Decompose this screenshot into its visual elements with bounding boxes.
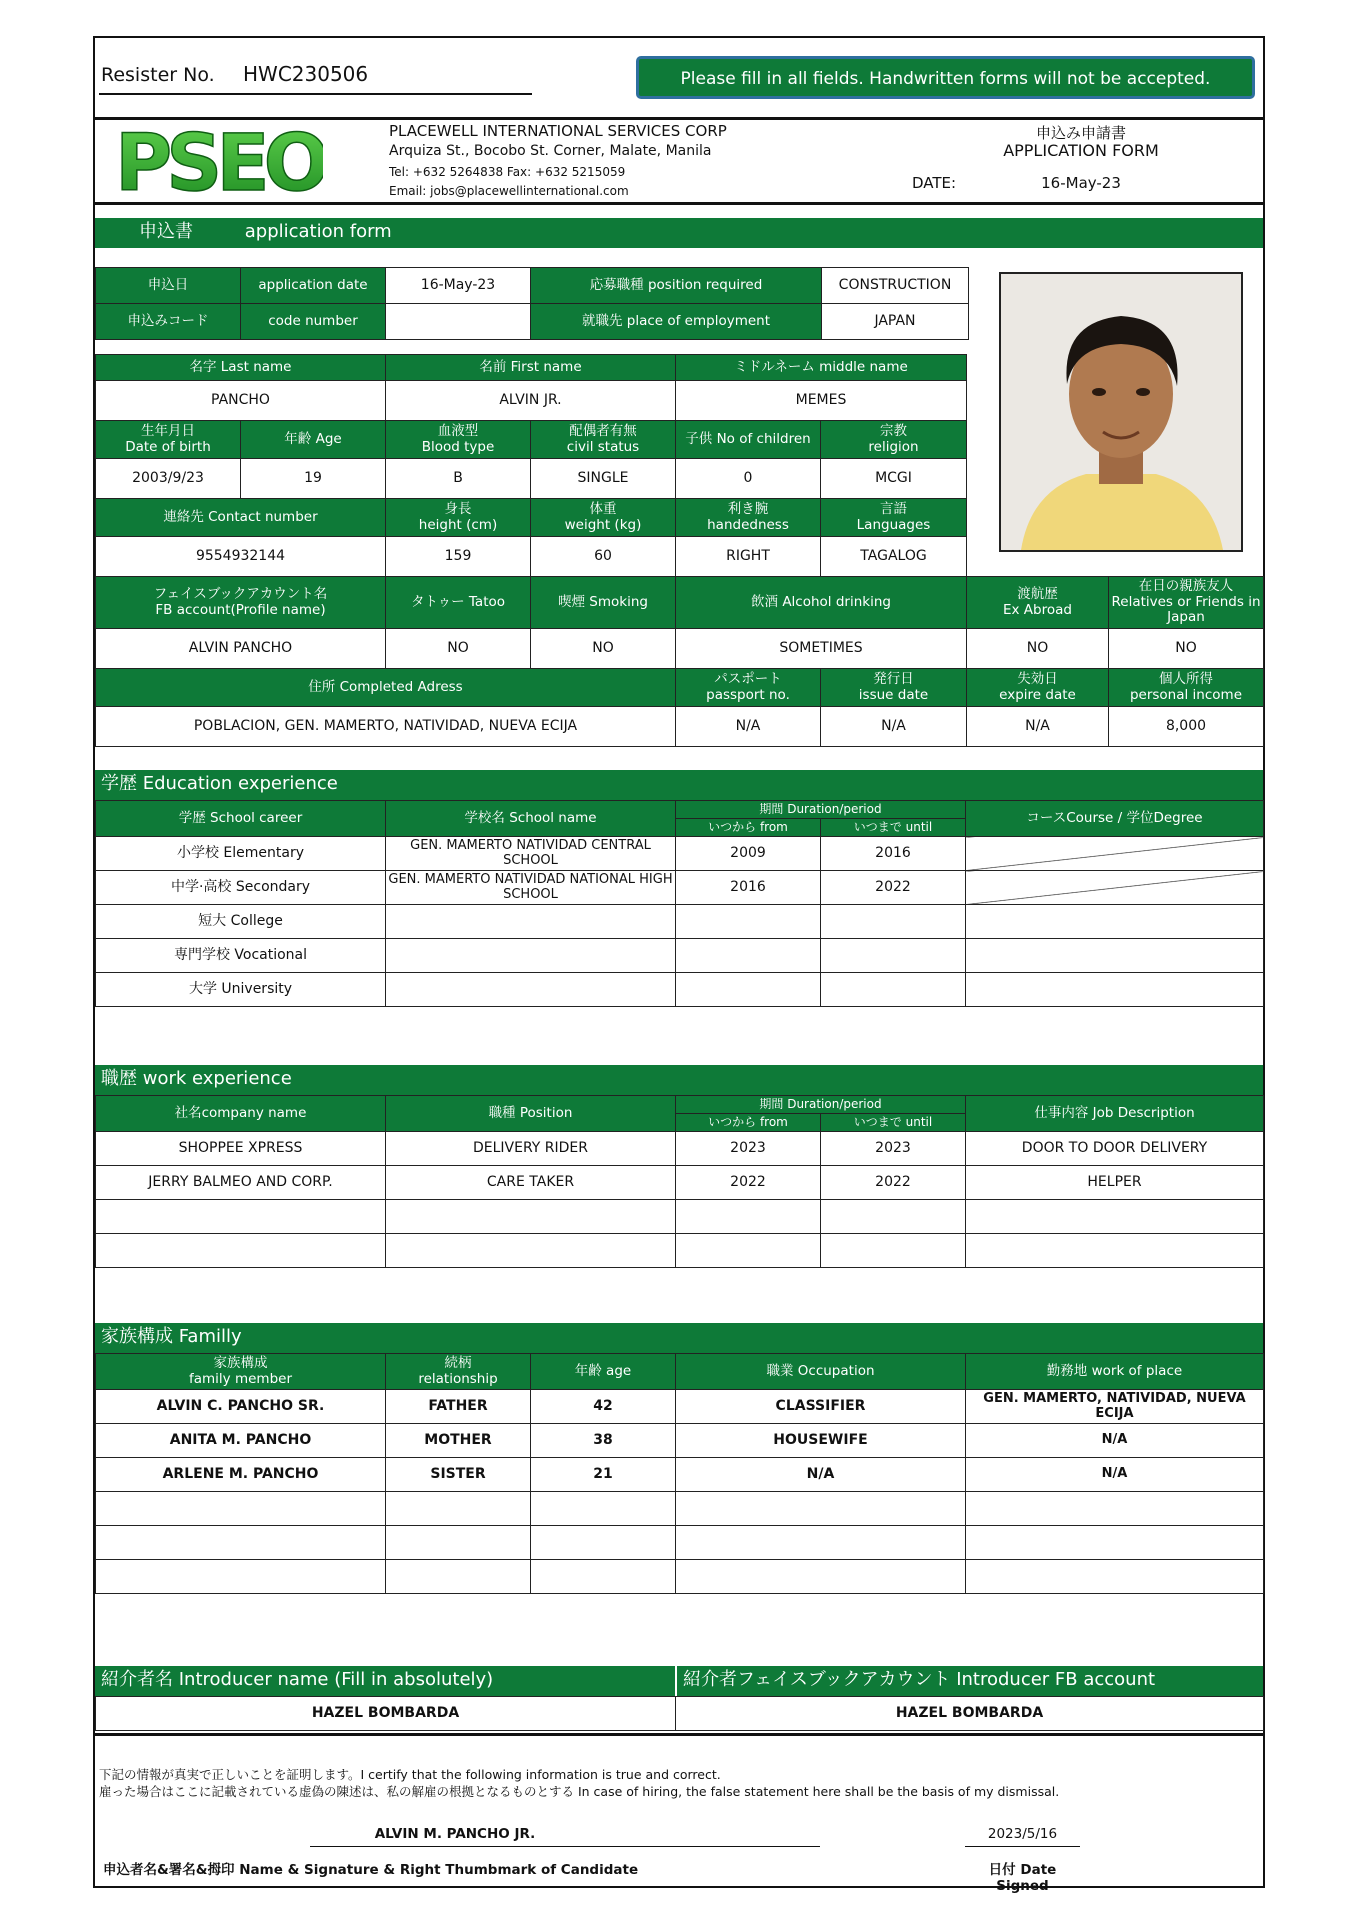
- education-level: 小学校 Elementary: [96, 837, 386, 871]
- hand-value: RIGHT: [676, 537, 821, 577]
- register-label: Resister No.: [101, 64, 215, 86]
- edu-until-label: いつまで until: [821, 819, 966, 837]
- family-occupation: [676, 1526, 966, 1560]
- work-job: DOOR TO DOOR DELIVERY: [966, 1132, 1264, 1166]
- education-until: [821, 905, 966, 939]
- work-row: [96, 1132, 1264, 1166]
- expire-jp: 失効日: [1017, 670, 1058, 687]
- edu-career-label: 学歴 School career: [96, 801, 386, 837]
- abroad-label: [967, 577, 1109, 629]
- education-until: [821, 973, 966, 1007]
- address-label: 住所 Completed Adress: [96, 669, 676, 707]
- work-row: [96, 1200, 1264, 1234]
- introducer-table: [95, 1696, 1264, 1731]
- introducer-fb: HAZEL BOMBARDA: [676, 1697, 1264, 1731]
- form-title-jp: 申込み申請書: [1035, 124, 1126, 142]
- family-workplace-label: 勤務地 work of place: [966, 1354, 1264, 1390]
- relatives-label: [1109, 577, 1264, 629]
- religion-value: MCGI: [821, 459, 967, 499]
- family-row: [96, 1560, 1264, 1594]
- education-course: [966, 973, 1264, 1007]
- family-workplace: GEN. MAMERTO, NATIVIDAD, NUEVA ECIJA: [966, 1390, 1264, 1424]
- smoking-label: 喫煙 Smoking: [531, 577, 676, 629]
- family-age: [531, 1526, 676, 1560]
- signature-line: [310, 1846, 820, 1847]
- relatives-en: Relatives or Friends in Japan: [1111, 593, 1261, 626]
- photo-spacer: [967, 355, 1264, 577]
- abroad-en: Ex Abroad: [1003, 601, 1072, 618]
- education-row: [96, 837, 1264, 871]
- family-age-label: 年齢 age: [531, 1354, 676, 1390]
- work-company-label: 社名company name: [96, 1096, 386, 1132]
- section-family: 家族構成 Familly: [95, 1323, 1263, 1353]
- work-position: CARE TAKER: [386, 1166, 676, 1200]
- education-school: GEN. MAMERTO NATIVIDAD NATIONAL HIGH SCHOOL: [386, 871, 676, 905]
- first-name: ALVIN JR.: [386, 381, 676, 421]
- place-label: 就職先 place of employment: [531, 304, 822, 340]
- fb-jp: フェイスブックアカウント名: [153, 585, 328, 602]
- form-title-en: APPLICATION FORM: [1003, 141, 1159, 160]
- issue-value: N/A: [821, 707, 967, 747]
- family-member-jp: 家族構成: [213, 1354, 268, 1371]
- income-value: 8,000: [1109, 707, 1264, 747]
- work-company: [96, 1234, 386, 1268]
- family-occupation: CLASSIFIER: [676, 1390, 966, 1424]
- education-until: 2022: [821, 871, 966, 905]
- family-occupation: [676, 1492, 966, 1526]
- family-workplace: [966, 1492, 1264, 1526]
- logo-graphic: [113, 120, 323, 202]
- work-row: [96, 1166, 1264, 1200]
- certification-line-2: 雇った場合はここに記載されている虚偽の陳述は、私の解雇の根拠となるものとする In case of hiring, the false statement here shall be the basis of my dismissal.: [99, 1784, 1060, 1799]
- section-application-jp: 申込書: [139, 221, 193, 242]
- fb-en: FB account(Profile name): [155, 601, 326, 618]
- introducer-name: HAZEL BOMBARDA: [96, 1697, 676, 1731]
- weight-jp: 体重: [589, 500, 617, 517]
- position-label: 応募職種 position required: [531, 268, 822, 304]
- relatives-jp: 在日の親族友人: [1138, 578, 1234, 595]
- dob-label: [96, 421, 241, 459]
- abroad-jp: 渡航歴: [1017, 585, 1058, 602]
- company-logo: [113, 120, 323, 202]
- family-row: [96, 1390, 1264, 1424]
- passport-label: [676, 669, 821, 707]
- family-member-label: [96, 1354, 386, 1390]
- education-course: [966, 871, 1264, 905]
- family-occupation-label: 職業 Occupation: [676, 1354, 966, 1390]
- notice-banner: Please fill in all fields. Handwritten forms will not be accepted.: [636, 56, 1255, 99]
- edu-from-label: いつから from: [676, 819, 821, 837]
- middle-name-label: ミドルネーム middle name: [676, 355, 967, 381]
- education-row: [96, 905, 1264, 939]
- education-course: [966, 905, 1264, 939]
- divider: [95, 1733, 1263, 1736]
- date-signed: 2023/5/16: [987, 1826, 1058, 1842]
- section-work: 職歴 work experience: [95, 1065, 1263, 1095]
- education-from: [676, 939, 821, 973]
- age-label: 年齢 Age: [241, 421, 386, 459]
- svg-text:PSEO: PSEO: [115, 120, 323, 202]
- section-education: 学歴 Education experience: [95, 770, 1263, 800]
- issue-label: [821, 669, 967, 707]
- religion-jp: 宗教: [880, 422, 907, 439]
- education-from: [676, 973, 821, 1007]
- weight-value: 60: [531, 537, 676, 577]
- family-row: [96, 1458, 1264, 1492]
- family-rel-en: relationship: [418, 1370, 498, 1387]
- expire-value: N/A: [967, 707, 1109, 747]
- candidate-name: ALVIN M. PANCHO JR.: [374, 1826, 536, 1842]
- passport-jp: パスポート: [714, 670, 782, 687]
- family-workplace: [966, 1526, 1264, 1560]
- education-school: [386, 905, 676, 939]
- place-value: JAPAN: [822, 304, 969, 340]
- family-relationship: MOTHER: [386, 1424, 531, 1458]
- family-row: [96, 1424, 1264, 1458]
- family-name: [96, 1526, 386, 1560]
- family-relationship: SISTER: [386, 1458, 531, 1492]
- lang-en: Languages: [856, 516, 931, 533]
- height-en: height (cm): [418, 516, 498, 533]
- address-value: POBLACION, GEN. MAMERTO, NATIVIDAD, NUEVA ECIJA: [96, 707, 676, 747]
- tattoo-label: タトゥー Tatoo: [386, 577, 531, 629]
- code-en: code number: [241, 304, 386, 340]
- education-level: 中学·高校 Secondary: [96, 871, 386, 905]
- education-school: GEN. MAMERTO NATIVIDAD CENTRAL SCHOOL: [386, 837, 676, 871]
- app-date-jp: 申込日: [96, 268, 241, 304]
- family-relationship: [386, 1526, 531, 1560]
- lang-value: TAGALOG: [821, 537, 967, 577]
- blood-jp: 血液型: [437, 422, 479, 439]
- children-label: 子供 No of children: [676, 421, 821, 459]
- dob-en: Date of birth: [125, 438, 211, 455]
- work-job-label: 仕事内容 Job Description: [966, 1096, 1264, 1132]
- education-until: 2016: [821, 837, 966, 871]
- family-occupation: N/A: [676, 1458, 966, 1492]
- abroad-value: NO: [967, 629, 1109, 669]
- certification-line-1: 下記の情報が真実で正しいことを証明します。I certify that the following information is true and correct.: [99, 1767, 721, 1782]
- contact-value: 9554932144: [96, 537, 386, 577]
- expire-label: [967, 669, 1109, 707]
- company-tel: Tel: +632 5264838 Fax: +632 5215059: [389, 165, 626, 179]
- work-job: [966, 1200, 1264, 1234]
- work-duration-label: 期間 Duration/period: [676, 1096, 966, 1114]
- work-position: [386, 1234, 676, 1268]
- family-age: [531, 1560, 676, 1594]
- date-label: DATE:: [912, 174, 957, 192]
- relatives-value: NO: [1109, 629, 1264, 669]
- civil-label: [531, 421, 676, 459]
- lang-label: [821, 499, 967, 537]
- application-form: [93, 36, 1265, 1894]
- civil-value: SINGLE: [531, 459, 676, 499]
- income-jp: 個人所得: [1159, 670, 1213, 687]
- education-until: [821, 939, 966, 973]
- last-name: PANCHO: [96, 381, 386, 421]
- header-date: 16-May-23: [1041, 174, 1121, 192]
- blood-en: Blood type: [421, 438, 495, 455]
- family-workplace: N/A: [966, 1424, 1264, 1458]
- work-position: DELIVERY RIDER: [386, 1132, 676, 1166]
- education-from: 2016: [676, 871, 821, 905]
- dob-value: 2003/9/23: [96, 459, 241, 499]
- work-position-label: 職種 Position: [386, 1096, 676, 1132]
- family-age: 38: [531, 1424, 676, 1458]
- work-from: 2023: [676, 1132, 821, 1166]
- family-rel-label: [386, 1354, 531, 1390]
- blood-value: B: [386, 459, 531, 499]
- signature-label: 申込者名&署名&拇印 Name & Signature & Right Thumbmark of Candidate: [103, 1862, 639, 1878]
- work-from: [676, 1234, 821, 1268]
- introducer-name-label: 紹介者名 Introducer name (Fill in absolutely): [95, 1666, 675, 1696]
- family-name: ANITA M. PANCHO: [96, 1424, 386, 1458]
- education-course: [966, 837, 1264, 871]
- hand-label: [676, 499, 821, 537]
- issue-en: issue date: [858, 686, 929, 703]
- alcohol-label: 飲酒 Alcohol drinking: [676, 577, 967, 629]
- company-email: Email: jobs@placewellinternational.com: [389, 184, 629, 198]
- family-table: [95, 1353, 1264, 1594]
- age-value: 19: [241, 459, 386, 499]
- register-underline: [99, 93, 532, 95]
- passport-value: N/A: [676, 707, 821, 747]
- lang-jp: 言語: [880, 500, 907, 517]
- family-age: 21: [531, 1458, 676, 1492]
- family-name: ALVIN C. PANCHO SR.: [96, 1390, 386, 1424]
- family-age: [531, 1492, 676, 1526]
- work-table: [95, 1095, 1264, 1268]
- family-workplace: [966, 1560, 1264, 1594]
- family-occupation: [676, 1560, 966, 1594]
- family-age: 42: [531, 1390, 676, 1424]
- issue-jp: 発行日: [873, 670, 914, 687]
- middle-name: MEMES: [676, 381, 967, 421]
- family-relationship: [386, 1560, 531, 1594]
- app-date-en: application date: [241, 268, 386, 304]
- weight-en: weight (kg): [564, 516, 642, 533]
- height-label: [386, 499, 531, 537]
- family-row: [96, 1526, 1264, 1560]
- edu-course-label: コースCourse / 学位Degree: [966, 801, 1264, 837]
- work-from-label: いつから from: [676, 1114, 821, 1132]
- education-from: 2009: [676, 837, 821, 871]
- education-from: [676, 905, 821, 939]
- income-en: personal income: [1129, 686, 1243, 703]
- education-row: [96, 939, 1264, 973]
- education-school: [386, 973, 676, 1007]
- edu-school-label: 学校名 School name: [386, 801, 676, 837]
- dob-jp: 生年月日: [141, 422, 195, 439]
- personal-table: [95, 354, 1264, 747]
- code-jp: 申込みコード: [96, 304, 241, 340]
- last-name-label: 名字 Last name: [96, 355, 386, 381]
- family-row: [96, 1492, 1264, 1526]
- company-address: Arquiza St., Bocobo St. Corner, Malate, Manila: [389, 143, 712, 159]
- work-from: [676, 1200, 821, 1234]
- family-name: ARLENE M. PANCHO: [96, 1458, 386, 1492]
- religion-en: religion: [868, 438, 919, 455]
- register-number: HWC230506: [243, 62, 369, 86]
- education-table: [95, 800, 1264, 1007]
- application-table: [95, 267, 969, 340]
- height-jp: 身長: [444, 500, 472, 517]
- education-row: [96, 973, 1264, 1007]
- app-date-value: 16-May-23: [386, 268, 531, 304]
- work-until: 2022: [821, 1166, 966, 1200]
- work-company: SHOPPEE XPRESS: [96, 1132, 386, 1166]
- hand-jp: 利き腕: [727, 500, 769, 517]
- section-application: [95, 218, 1263, 248]
- smoking-value: NO: [531, 629, 676, 669]
- education-level: 短大 College: [96, 905, 386, 939]
- family-name: [96, 1560, 386, 1594]
- family-member-en: family member: [189, 1370, 292, 1387]
- family-name: [96, 1492, 386, 1526]
- religion-label: [821, 421, 967, 459]
- hand-en: handedness: [707, 516, 789, 533]
- work-until: 2023: [821, 1132, 966, 1166]
- work-row: [96, 1234, 1264, 1268]
- position-value: CONSTRUCTION: [822, 268, 969, 304]
- education-level: 専門学校 Vocational: [96, 939, 386, 973]
- contact-label: 連絡先 Contact number: [96, 499, 386, 537]
- work-until: [821, 1234, 966, 1268]
- date-signed-line: [965, 1846, 1080, 1847]
- civil-jp: 配偶者有無: [569, 422, 637, 439]
- work-job: [966, 1234, 1264, 1268]
- introducer-fb-label: 紹介者フェイスブックアカウント Introducer FB account: [677, 1666, 1263, 1696]
- work-company: JERRY BALMEO AND CORP.: [96, 1166, 386, 1200]
- alcohol-value: SOMETIMES: [676, 629, 967, 669]
- education-school: [386, 939, 676, 973]
- family-workplace: N/A: [966, 1458, 1264, 1492]
- section-application-en: application form: [244, 221, 392, 242]
- fb-value: ALVIN PANCHO: [96, 629, 386, 669]
- income-label: [1109, 669, 1264, 707]
- fb-label: [96, 577, 386, 629]
- education-course: [966, 939, 1264, 973]
- work-until-label: いつまで until: [821, 1114, 966, 1132]
- company-name: PLACEWELL INTERNATIONAL SERVICES CORP: [389, 122, 727, 140]
- family-relationship: FATHER: [386, 1390, 531, 1424]
- code-value: [386, 304, 531, 340]
- passport-en: passport no.: [706, 686, 790, 703]
- work-job: HELPER: [966, 1166, 1264, 1200]
- work-position: [386, 1200, 676, 1234]
- education-row: [96, 871, 1264, 905]
- education-level: 大学 University: [96, 973, 386, 1007]
- expire-en: expire date: [999, 686, 1076, 703]
- tattoo-value: NO: [386, 629, 531, 669]
- edu-duration-label: 期間 Duration/period: [676, 801, 966, 819]
- work-company: [96, 1200, 386, 1234]
- children-value: 0: [676, 459, 821, 499]
- divider: [95, 202, 1263, 205]
- first-name-label: 名前 First name: [386, 355, 676, 381]
- family-occupation: HOUSEWIFE: [676, 1424, 966, 1458]
- date-signed-label: 日付 Date Signed: [988, 1862, 1057, 1894]
- family-rel-jp: 続柄: [444, 1354, 472, 1371]
- height-value: 159: [386, 537, 531, 577]
- work-from: 2022: [676, 1166, 821, 1200]
- work-until: [821, 1200, 966, 1234]
- weight-label: [531, 499, 676, 537]
- blood-label: [386, 421, 531, 459]
- civil-en: civil status: [566, 438, 640, 455]
- family-relationship: [386, 1492, 531, 1526]
